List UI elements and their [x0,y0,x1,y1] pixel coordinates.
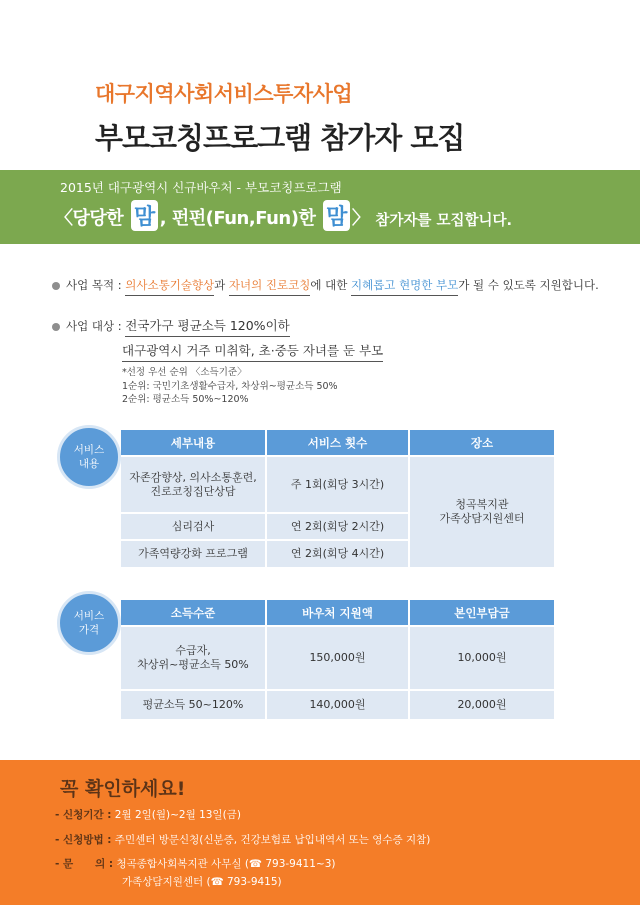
purpose-label: 사업 목적 : [66,278,122,292]
service-count: 연 2회(회당 4시간) [266,540,409,567]
table-header-row [121,600,554,626]
service-count: 연 2회(회당 2시간) [266,513,409,540]
banner-line1: 2015년 대구광역시 신규바우처 - 부모코칭프로그램 [60,180,342,195]
service-price-badge: 서비스 가격 [57,591,121,655]
period-value: 2월 2일(월)~2월 13일(금) [114,809,241,821]
banner-slogan [55,200,369,231]
slogan-mam-1: 맘 [131,200,158,231]
priority-note-title: *선정 우선 순위 〈소득기준〉 [122,367,247,378]
column-header: 장소 [409,430,554,456]
poster-title: 부모코칭프로그램 참가자 모집 [95,121,465,155]
contact-info [55,856,335,871]
column-header: 세부내용 [121,430,266,456]
contact-label: - 문 의 : [55,858,114,870]
slogan-mam-2: 맘 [323,200,350,231]
purpose-parent: 지혜롭고 현명한 부모 [351,278,458,296]
slogan-mid: , 펀펀(Fun,Fun)한 [159,208,316,229]
column-header: 서비스 횟수 [266,430,409,456]
target-row [52,316,290,334]
priority-note-1: 1순위: 국민기초생활수급자, 차상위~평균소득 50% [122,380,338,392]
purpose-text: 과 [214,278,226,292]
service-count: 주 1회(회당 3시간) [266,456,409,513]
voucher-amount: 150,000원 [266,626,409,690]
poster-header [95,78,464,157]
target-line2-wrap [122,341,383,359]
priority-note-2: 2순위: 평균소득 50%~120% [122,394,249,405]
service-content-table [121,430,554,567]
target-line1: 전국가구 평균소득 120%이하 [125,318,289,337]
slogan-close: 〉 [351,208,370,229]
income-level: 평균소득 50~120% [121,690,266,719]
method-value: 주민센터 방문신청(신분증, 건강보험료 납입내역서 또는 영수증 지참) [114,834,431,846]
poster-subtitle: 대구지역사회서비스투자사업 [95,82,353,106]
purpose-career: 자녀의 진로코칭 [229,278,310,296]
purpose-row [52,277,599,293]
purpose-skill: 의사소통기술향상 [125,278,214,296]
method-label: - 신청방법 : [55,834,112,846]
contact-family-center: 가족상담지원센터 (☎ 793-9415) [122,876,282,888]
table-row [121,690,554,719]
banner-line2 [55,200,512,231]
purpose-text: 가 될 수 있도록 지원합니다. [458,278,599,292]
column-header: 소득수준 [121,600,266,626]
bullet-icon [52,323,60,331]
contact-office: 청곡종합사회복지관 사무실 (☎ 793-9411~3) [116,858,336,870]
table-row [121,626,554,690]
target-line2: 대구광역시 거주 미취학, 초·중등 자녀를 둔 부모 [122,343,383,362]
priority-notes [122,366,338,407]
notice-heading: 꼭 확인하세요! [60,778,186,800]
service-item: 자존감향상, 의사소통훈련, 진로코칭집단상담 [121,456,266,513]
banner-tail: 참가자를 모집합니다. [375,213,513,229]
table-header-row [121,430,554,456]
income-level: 수급자, 차상위~평균소득 50% [121,626,266,690]
column-header: 본인부담금 [409,600,554,626]
service-content-badge: 서비스 내용 [57,425,121,489]
bullet-icon [52,282,60,290]
voucher-amount: 140,000원 [266,690,409,719]
notice-footer [0,760,640,905]
service-item: 심리검사 [121,513,266,540]
application-method [55,832,430,847]
service-item: 가족역량강화 프로그램 [121,540,266,567]
self-payment: 20,000원 [409,690,554,719]
service-place: 청곡복지관 가족상담지원센터 [409,456,554,567]
purpose-text: 에 대한 [310,278,348,292]
contact-info-2 [122,874,282,889]
column-header: 바우처 지원액 [266,600,409,626]
service-price-table [121,600,554,719]
slogan-open: 〈당당한 [55,208,124,229]
target-label: 사업 대상 : [66,319,122,333]
period-label: - 신청기간 : [55,809,112,821]
self-payment: 10,000원 [409,626,554,690]
program-banner [0,170,640,244]
application-period [55,807,241,822]
table-row [121,456,554,513]
